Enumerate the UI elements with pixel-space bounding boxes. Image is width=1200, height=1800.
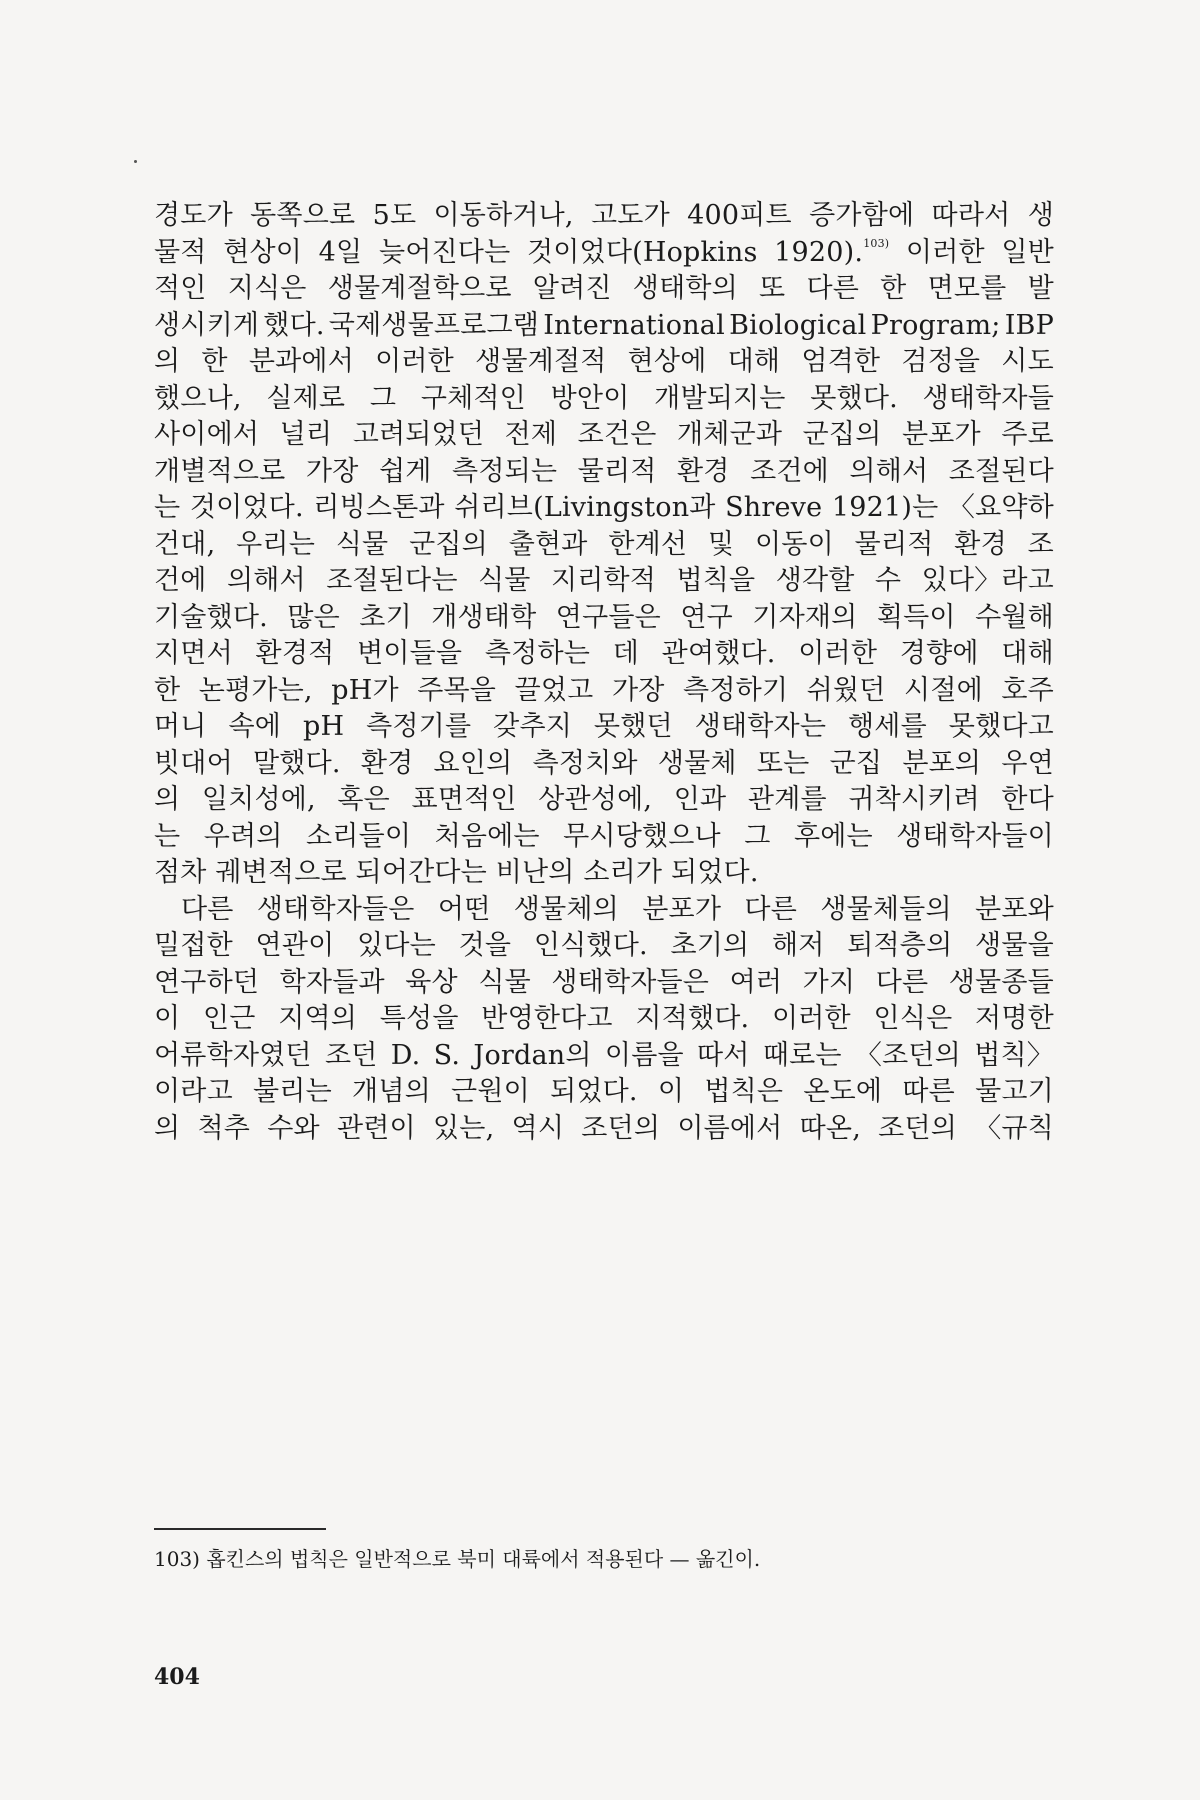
- text-line: [154, 381, 1054, 418]
- word: 〈조던의: [854, 1039, 961, 1071]
- word: 학자들과: [279, 966, 385, 998]
- word: 환경: [954, 528, 1007, 560]
- word: 이러한: [798, 638, 878, 669]
- word: 생태학자들은: [256, 893, 415, 925]
- word: 이: [154, 1003, 181, 1034]
- word: 논평가는,: [198, 674, 313, 706]
- word: 그: [369, 382, 397, 414]
- word: 분포가: [642, 893, 722, 925]
- word: 우연: [1001, 747, 1054, 779]
- word: 의: [154, 784, 181, 815]
- word: 생물종들: [948, 966, 1054, 998]
- word: 일치성에,: [201, 784, 316, 815]
- word: 지리학적: [550, 565, 657, 596]
- word: 이름에서: [677, 1112, 783, 1144]
- text-line: [154, 454, 1054, 491]
- word: 늦어진다는: [378, 236, 511, 268]
- word: 되었다.: [550, 1076, 638, 1107]
- word: 생물계절적: [475, 346, 607, 377]
- word: pH가: [331, 674, 399, 706]
- word: 지적했다.: [635, 1003, 750, 1034]
- word: 검정을: [901, 346, 981, 377]
- word: 어류학자였던: [154, 1039, 312, 1071]
- word: 관여했다.: [661, 638, 776, 669]
- text-line: [154, 965, 1054, 1002]
- word: 해저: [771, 930, 825, 961]
- word: 다른: [181, 893, 234, 925]
- word: 있다〉라고: [921, 565, 1054, 596]
- word: 이동이: [755, 528, 834, 560]
- word: 수와: [267, 1112, 320, 1144]
- word: 가장: [305, 455, 359, 487]
- word: 역시: [511, 1112, 565, 1144]
- word: 조던의: [878, 1112, 958, 1144]
- text-line: [154, 636, 1054, 673]
- word: 속에: [228, 711, 282, 742]
- word: 엄격한: [801, 346, 881, 377]
- word: 소리들이: [306, 820, 412, 852]
- word: 다른: [875, 966, 929, 998]
- word: 적인: [154, 273, 207, 304]
- word: 개체군과: [677, 419, 783, 450]
- word: 우리는: [236, 528, 315, 560]
- text-line: [154, 746, 1054, 783]
- word: 이: [657, 1076, 685, 1107]
- word: 지역의: [278, 1003, 358, 1034]
- word: 개발되지는: [654, 382, 786, 414]
- word: 대해: [1001, 638, 1054, 669]
- word: 관련이: [336, 1112, 416, 1144]
- footnote: 103) 홉킨스의 법칙은 일반적으로 북미 대륙에서 적용된다 — 옮긴이.: [154, 1547, 761, 1571]
- word: 빗대어: [154, 747, 233, 779]
- word: 현상이: [223, 236, 303, 268]
- word: 물적: [154, 236, 207, 268]
- text-line: [154, 1038, 1054, 1075]
- word: 리빙스톤과: [313, 492, 445, 523]
- word: 법칙을: [676, 565, 756, 596]
- word: 조절된다: [948, 455, 1054, 487]
- word: 상관성에,: [538, 784, 653, 815]
- text-line: [154, 271, 1054, 308]
- word: 다른: [744, 893, 797, 925]
- word: 연구하던: [154, 966, 260, 998]
- word: 식물: [335, 528, 389, 560]
- word: 획득이: [876, 601, 956, 633]
- word: 사이에서: [154, 419, 260, 450]
- word: 물리적: [577, 455, 657, 487]
- word: 귀착시키려: [848, 784, 980, 815]
- word: 후에는: [793, 820, 873, 852]
- word: 기자재의: [752, 601, 858, 633]
- word: 퇴적층의: [847, 930, 953, 961]
- word: 실제로: [266, 382, 346, 414]
- word: 것이었다.: [189, 492, 304, 523]
- text-line: [154, 490, 1054, 527]
- text-line: [154, 928, 1054, 965]
- word: 국제생물프로그램: [328, 309, 540, 341]
- word: 했다.: [263, 309, 325, 341]
- word: 쉽게: [378, 455, 432, 487]
- word: 4일: [318, 236, 363, 268]
- word: 이동하거나,: [433, 200, 574, 231]
- word: 이라고: [154, 1076, 233, 1107]
- word: 처음에는: [434, 820, 540, 852]
- word: 한: [154, 674, 181, 706]
- word: 생: [1027, 200, 1054, 231]
- word: 식물: [478, 966, 531, 998]
- word: 조절된다는: [326, 565, 458, 596]
- word: 한: [201, 346, 228, 377]
- word: 군집의: [409, 528, 488, 560]
- word: 따서: [697, 1039, 750, 1071]
- word: 연구: [680, 601, 733, 633]
- word: 있는,: [433, 1112, 495, 1144]
- word: 지식은: [227, 273, 307, 304]
- word: 생태학자는: [694, 711, 827, 742]
- word: 개생태학: [431, 601, 537, 633]
- word: D.: [390, 1039, 421, 1071]
- page-number: 404: [154, 1664, 200, 1690]
- text-line: 점차 궤변적으로 되어간다는 비난의 소리가 되었다.: [154, 857, 759, 888]
- word: 못했다고: [948, 711, 1054, 742]
- word: 무시당했으나: [563, 820, 721, 852]
- word: 인과: [673, 784, 727, 815]
- word: 의해서: [849, 455, 929, 487]
- word: 기술했다.: [154, 601, 268, 633]
- text-line: [154, 673, 1054, 710]
- text-line: [154, 600, 1054, 637]
- stray-mark: [134, 160, 137, 163]
- word: 동쪽으로: [250, 200, 356, 231]
- text-line: [154, 1074, 1054, 1111]
- word: 분과에서: [248, 346, 354, 377]
- word: 조건에: [750, 455, 829, 487]
- word: 것을: [458, 930, 512, 961]
- word: 한: [880, 273, 907, 304]
- word: 따라서: [931, 200, 1011, 231]
- word: 의해서: [226, 565, 306, 596]
- word: 인근: [202, 1003, 256, 1034]
- word: 생각할: [775, 565, 855, 596]
- word: 일반: [1001, 236, 1054, 268]
- word: 때로는: [762, 1039, 842, 1071]
- word: 건대,: [154, 528, 216, 560]
- word: 갖추지: [493, 711, 573, 742]
- word: 널리: [279, 419, 333, 450]
- word: 특성을: [379, 1003, 459, 1034]
- word: 식물: [477, 565, 531, 596]
- word: 변이들을: [357, 638, 463, 669]
- word: S.: [433, 1039, 461, 1071]
- word: 다른: [806, 273, 860, 304]
- text-line: [154, 235, 1054, 272]
- word: 측정기를: [366, 711, 472, 742]
- word: IBP: [1004, 309, 1054, 341]
- word: 측정하는: [484, 638, 591, 669]
- word: 측정되는: [452, 455, 558, 487]
- text-line: [154, 892, 1054, 929]
- word: 물리적: [854, 528, 934, 560]
- word: 쉬웠던: [806, 674, 886, 706]
- word: 호주: [1001, 674, 1054, 706]
- word: 시절에: [904, 674, 983, 706]
- word: 있다는: [357, 930, 436, 961]
- text-line: [154, 782, 1054, 819]
- footnote-reference[interactable]: 103): [863, 236, 890, 250]
- footnote-divider: [154, 1528, 326, 1530]
- word: 물고기: [975, 1076, 1054, 1107]
- text-line: [154, 563, 1054, 600]
- word: 출현과: [508, 528, 588, 560]
- text-line: [154, 527, 1054, 564]
- word: 많은: [287, 601, 340, 633]
- word: 주로: [1001, 419, 1054, 450]
- word: 생물을: [975, 930, 1054, 961]
- word: 분포의: [902, 747, 982, 779]
- word: 조던의: [581, 1112, 661, 1144]
- word: Biological: [729, 309, 867, 341]
- word: Shreve: [725, 492, 823, 523]
- word: 환경적: [255, 638, 335, 669]
- word: 그: [744, 820, 771, 852]
- text-line: [154, 819, 1054, 856]
- word: 초기: [359, 601, 412, 633]
- word: 알려진: [532, 273, 612, 304]
- word: 400피트: [687, 200, 792, 231]
- word: 생시키게: [154, 309, 260, 341]
- word: 〈요약하: [947, 492, 1054, 523]
- word: 행세를: [848, 711, 927, 742]
- word: 수월해: [975, 601, 1054, 633]
- word: 척추: [197, 1112, 251, 1144]
- word: Program;: [870, 309, 1001, 341]
- word: 전제: [504, 419, 558, 450]
- word: 측정하기: [683, 674, 789, 706]
- word: 저명한: [975, 1003, 1054, 1034]
- word: 불리는: [253, 1076, 332, 1107]
- word: 초기의: [670, 930, 750, 961]
- word: 1921)는: [831, 492, 939, 523]
- text-line: [154, 709, 1054, 746]
- word: 조건은: [577, 419, 657, 450]
- word: 혹은: [337, 784, 390, 815]
- text-line: [154, 308, 1054, 345]
- word: 분포와: [975, 893, 1054, 925]
- word: 또: [759, 273, 786, 304]
- word: 육상: [405, 966, 458, 998]
- word: 끌었고: [514, 674, 594, 706]
- word: 는: [154, 492, 181, 523]
- word: 연관이: [255, 930, 335, 961]
- text-line: [154, 1111, 1054, 1148]
- word: 경향에: [899, 638, 979, 669]
- word: 의: [154, 1112, 181, 1144]
- word: 구체적인: [420, 382, 526, 414]
- word: Jordan의: [473, 1039, 592, 1071]
- word: 한다: [1001, 784, 1054, 815]
- word: 현상에: [627, 346, 707, 377]
- word: 개념의: [352, 1076, 431, 1107]
- word: 및: [707, 528, 735, 560]
- text-line: [154, 344, 1054, 381]
- text-line: [154, 198, 1054, 235]
- word: 따온,: [799, 1112, 861, 1144]
- word: 생물체들의: [820, 893, 952, 925]
- word: 못했던: [593, 711, 673, 742]
- word: 5도: [372, 200, 417, 231]
- word: 가지: [802, 966, 856, 998]
- word: 한계선: [608, 528, 688, 560]
- word: 관계를: [747, 784, 827, 815]
- word: 인식했다.: [533, 930, 648, 961]
- word: 이러한: [905, 236, 985, 268]
- word: 법칙은: [704, 1076, 784, 1107]
- word: 인식은: [873, 1003, 953, 1034]
- word: 수: [874, 565, 902, 596]
- word: 생물계절학으로: [327, 273, 512, 304]
- word: 표면적인: [411, 784, 517, 815]
- word: 생태학자들: [922, 382, 1054, 414]
- word: 발: [1027, 273, 1054, 304]
- word: 조: [1027, 528, 1054, 560]
- word: 것이었다(Hopkins: [526, 236, 758, 268]
- word: 고도가: [591, 200, 670, 231]
- word: 데: [612, 638, 639, 669]
- word: 법칙〉: [974, 1039, 1054, 1071]
- word: 는: [154, 820, 181, 852]
- word: 밀접한: [154, 930, 233, 961]
- word: 환경: [677, 455, 730, 487]
- word: 방안이: [550, 382, 630, 414]
- word: 연구들은: [555, 601, 661, 633]
- word: 온도에: [803, 1076, 883, 1107]
- word: 생물체: [657, 747, 737, 779]
- word: pH: [302, 711, 345, 742]
- word: 건에: [154, 565, 207, 596]
- word: 말했다.: [253, 747, 341, 779]
- word: 분포가: [901, 419, 981, 450]
- word: 군집의: [802, 419, 882, 450]
- word: 경도가: [154, 200, 233, 231]
- word: 주목을: [417, 674, 497, 706]
- text-line: [154, 417, 1054, 454]
- word: 생태학의: [632, 273, 738, 304]
- word: 증가함에: [809, 200, 915, 231]
- word: 측정치와: [532, 747, 638, 779]
- word: 1920).$^{103)}$: [774, 236, 890, 268]
- word: 반영한다고: [481, 1003, 613, 1034]
- word: 쉬리브(Livingston과: [454, 492, 716, 523]
- word: 이러한: [375, 346, 454, 377]
- word: 했으나,: [154, 382, 242, 414]
- word: 생태학자들이: [896, 820, 1054, 852]
- body-text: [154, 198, 1054, 1147]
- word: 우려의: [203, 820, 283, 852]
- word: 요인의: [433, 747, 513, 779]
- word: 〈규칙: [974, 1112, 1054, 1144]
- word: 환경: [360, 747, 414, 779]
- word: 가장: [611, 674, 665, 706]
- word: 대해: [727, 346, 781, 377]
- word: International: [543, 309, 725, 341]
- word: 군집: [829, 747, 883, 779]
- word: 따른: [902, 1076, 955, 1107]
- word: 이러한: [771, 1003, 851, 1034]
- word: 못했다.: [810, 382, 898, 414]
- word: 시도: [1001, 346, 1054, 377]
- word: 지면서: [154, 638, 233, 669]
- word: 조던: [324, 1039, 378, 1071]
- word: 고려되었던: [352, 419, 485, 450]
- word: 근원이: [451, 1076, 530, 1107]
- word: 이름을: [604, 1039, 684, 1071]
- word: 면모를: [927, 273, 1007, 304]
- text-line: [154, 1001, 1054, 1038]
- word: 생태학자들은: [551, 966, 710, 998]
- word: 또는: [756, 747, 810, 779]
- word: 여러: [729, 966, 783, 998]
- word: 머니: [154, 711, 207, 742]
- word: 어떤: [437, 893, 491, 925]
- word: 개별적으로: [154, 455, 286, 487]
- word: 생물체의: [513, 893, 619, 925]
- word: 의: [154, 346, 181, 377]
